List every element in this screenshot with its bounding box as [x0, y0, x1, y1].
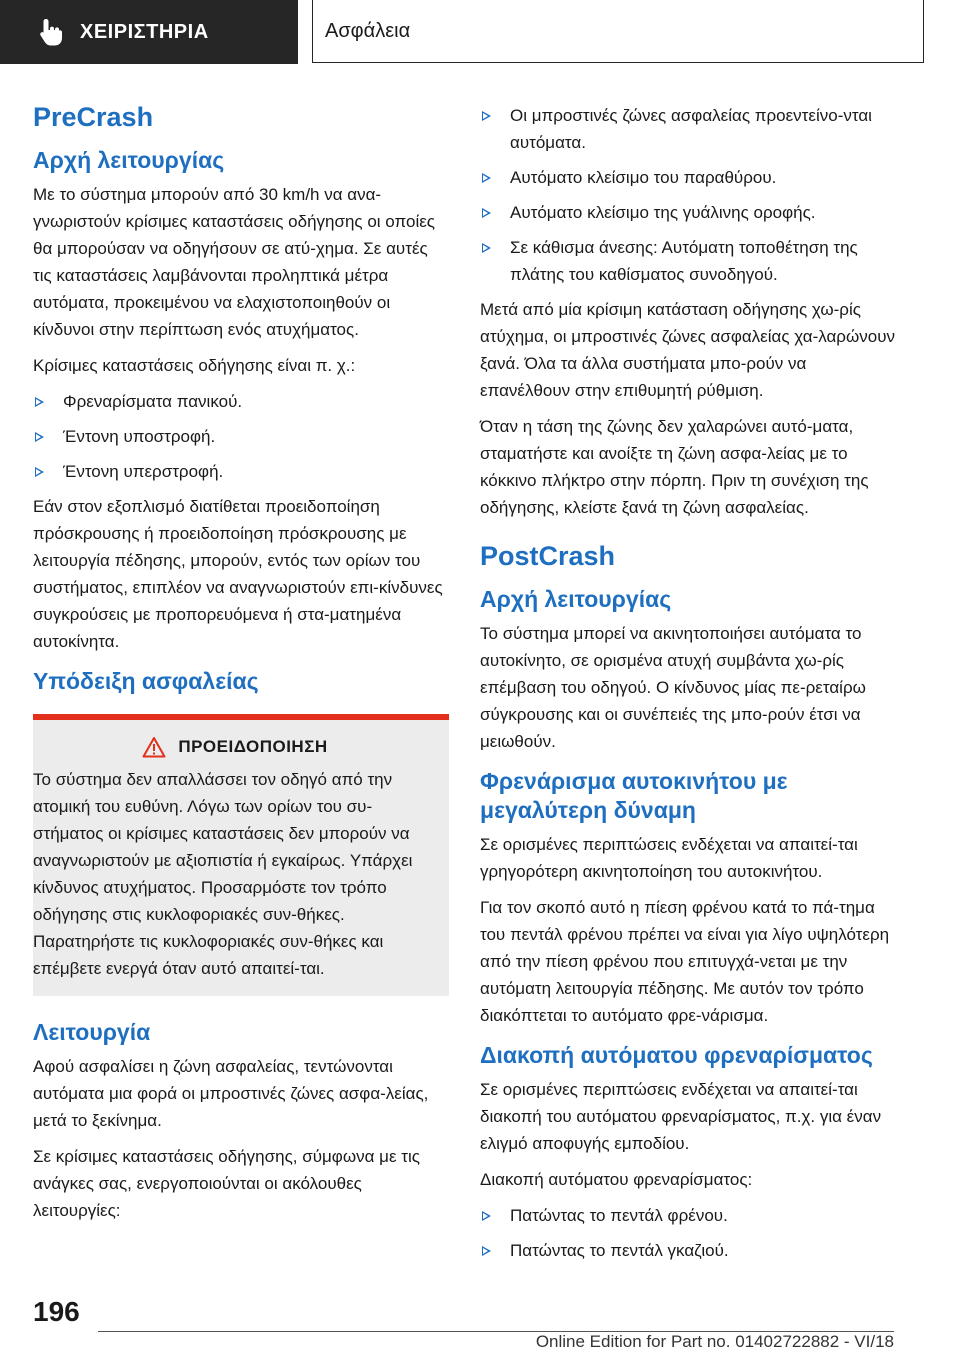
pointing-hand-icon [38, 17, 64, 47]
warning-box [33, 714, 449, 996]
triangle-bullet-icon [35, 432, 44, 442]
right-column [480, 96, 896, 1272]
braking-heading: Φρενάρισμα αυτοκινήτου με μεγαλύτερη δύναμη [480, 768, 788, 823]
principle-heading-2: Αρχή λειτουργίας [480, 586, 672, 612]
triangle-bullet-icon [35, 397, 44, 407]
paragraph: Με το σύστημα μπορούν από 30 km/h να ανα‐γνωριστούν κρίσιμες καταστάσεις οδήγησης οι οποίες θα μπορούσαν να οδηγήσουν σε ατύ‐χημα. Σε αυτές τις καταστάσεις λαμβάνονται προληπτικά μέτρα αυτόματα, προκειμένου να ελαχιστοποιηθούν οι κίνδυνοι στην περίπτωση ενός ατυχήματος. [33, 185, 435, 339]
triangle-bullet-icon [482, 1211, 491, 1221]
paragraph: Κρίσιμες καταστάσεις οδήγησης είναι π. χ.: [33, 356, 356, 375]
paragraph: Για τον σκοπό αυτό η πίεση φρένου κατά το πά‐τημα του πεντάλ φρένου πρέπει να είναι για λίγο υψηλότερη από την πίεση φρένου που επιτυγχά‐νεται με την αυτόματη λειτουργία πέδησης. Με αυτόν τον τρόπο διακόπτεται το αυτόματο φρε‐νάρισμα. [480, 898, 890, 1025]
function-heading: Λειτουργία [33, 1019, 151, 1045]
list-item: Οι μπροστινές ζώνες ασφαλείας προεντείνο‐νται αυτόματα. [480, 102, 896, 156]
interrupt-heading: Διακοπή αυτόματου φρεναρίσματος [480, 1042, 873, 1068]
list-item: Πατώντας το πεντάλ γκαζιού. [480, 1237, 896, 1264]
triangle-bullet-icon [482, 111, 491, 121]
section-label: Ασφάλεια [325, 19, 411, 42]
interrupt-list [480, 1202, 896, 1264]
list-item: Έντονη υπερστροφή. [33, 458, 449, 485]
paragraph: Εάν στον εξοπλισμό διατίθεται προειδοποίηση πρόσκρουσης ή προειδοποίηση πρόσκρουσης με λειτουργία πέδησης, μπορούν, εντός των ορίων του συστήματος, επιπλέον να αναγνωριστούν επι‐κίνδυνες συγκρούσεις με προπορευόμενα ή στα‐ματημένα αυτοκίνητα. [33, 497, 443, 651]
list-item: Φρεναρίσματα πανικού. [33, 388, 449, 415]
list-item: Αυτόματο κλείσιμο του παραθύρου. [480, 164, 896, 191]
chapter-label: ΧΕΙΡΙΣΤΗΡΙΑ [80, 20, 209, 43]
principle-heading: Αρχή λειτουργίας [33, 147, 225, 173]
warning-header [33, 736, 437, 758]
triangle-bullet-icon [482, 208, 491, 218]
paragraph: Σε ορισμένες περιπτώσεις ενδέχεται να απαιτεί‐ται γρηγορότερη ακινητοποίηση του αυτοκινήτου. [480, 835, 858, 881]
left-column [33, 96, 449, 1233]
warning-text: Το σύστημα δεν απαλλάσσει τον οδηγό από την ατομική του ευθύνη. Λόγω των ορίων του συ‐στήματος οι κρίσιμες καταστάσεις δεν μπορούν να αναγνωριστούν με αξιοπιστία ή εγκαίρως. Υπάρχει κίνδυνος ατυχήματος. Προσαρμόστε τον τρόπο οδήγησης στις κυκλοφοριακές συν‐θήκες. Παρατηρήστε τις κυκλοφοριακές συν‐θήκες και επέμβετε ενεργά όταν αυτό απαιτεί‐ται. [33, 770, 413, 978]
page-header [0, 0, 960, 66]
paragraph: Σε κρίσιμες καταστάσεις οδήγησης, σύμφωνα με τις ανάγκες σας, ενεργοποιούνται οι ακόλουθες λειτουργίες: [33, 1147, 420, 1220]
triangle-bullet-icon [482, 173, 491, 183]
list-item: Αυτόματο κλείσιμο της γυάλινης οροφής. [480, 199, 896, 226]
list-item: Έντονη υποστροφή. [33, 423, 449, 450]
chapter-tab[interactable] [0, 0, 298, 64]
warning-title: ΠΡΟΕΙΔΟΠΟΙΗΣΗ [178, 737, 328, 756]
triangle-bullet-icon [482, 243, 491, 253]
edition-text: Online Edition for Part no. 01402722882 - VI/18 [535, 1332, 894, 1351]
paragraph: Σε ορισμένες περιπτώσεις ενδέχεται να απαιτεί‐ται διακοπή του αυτόματου φρεναρίσματος, π.χ. για έναν ελιγμό αποφυγής εμποδίου. [480, 1080, 882, 1153]
triangle-bullet-icon [482, 1246, 491, 1256]
paragraph: Διακοπή αυτόματου φρεναρίσματος: [480, 1170, 753, 1189]
safety-heading: Υπόδειξη ασφαλείας [33, 668, 259, 694]
section-box [312, 0, 924, 63]
paragraph: Το σύστημα μπορεί να ακινητοποιήσει αυτόματα το αυτοκίνητο, σε ορισμένα ατυχή συμβάντα χω‐ρίς επέμβαση του οδηγού. Ο κίνδυνος μίας πε‐ρεταίρω σύγκρουσης και οι συνέπειές της μπο‐ρούν έτσι να μειωθούν. [480, 624, 866, 751]
triangle-bullet-icon [35, 467, 44, 477]
list-item: Σε κάθισμα άνεσης: Αυτόματη τοποθέτηση της πλάτης του καθίσματος συνοδηγού. [480, 234, 896, 288]
list-item: Πατώντας το πεντάλ φρένου. [480, 1202, 896, 1229]
paragraph: Αφού ασφαλίσει η ζώνη ασφαλείας, τεντώνονται αυτόματα μια φορά οι μπροστινές ζώνες ασφα‐λείας, μετά το ξεκίνημα. [33, 1057, 429, 1130]
paragraph: Μετά από μία κρίσιμη κατάσταση οδήγησης χω‐ρίς ατύχημα, οι μπροστινές ζώνες ασφαλείας χα‐λαρώνουν ξανά. Όλα τα άλλα συστήματα μπο‐ρούν να επανέλθουν στην επιθυμητή ρύθμιση. [480, 300, 895, 400]
postcrash-title: PostCrash [480, 541, 616, 571]
precrash-title: PreCrash [33, 102, 154, 132]
paragraph: Όταν η τάση της ζώνης δεν χαλαρώνει αυτό‐ματα, σταματήστε και ανοίξτε τη ζώνη ασφα‐λείας με το κόκκινο πλήκτρο στην πόρπη. Πριν τη συνέχιση της οδήγησης, κλείστε ξανά τη ζώνη ασφαλείας. [480, 417, 869, 517]
critical-situations-list [33, 388, 449, 485]
warning-triangle-icon [142, 736, 166, 758]
page-number: 196 [33, 1296, 80, 1327]
functions-list [480, 102, 896, 288]
